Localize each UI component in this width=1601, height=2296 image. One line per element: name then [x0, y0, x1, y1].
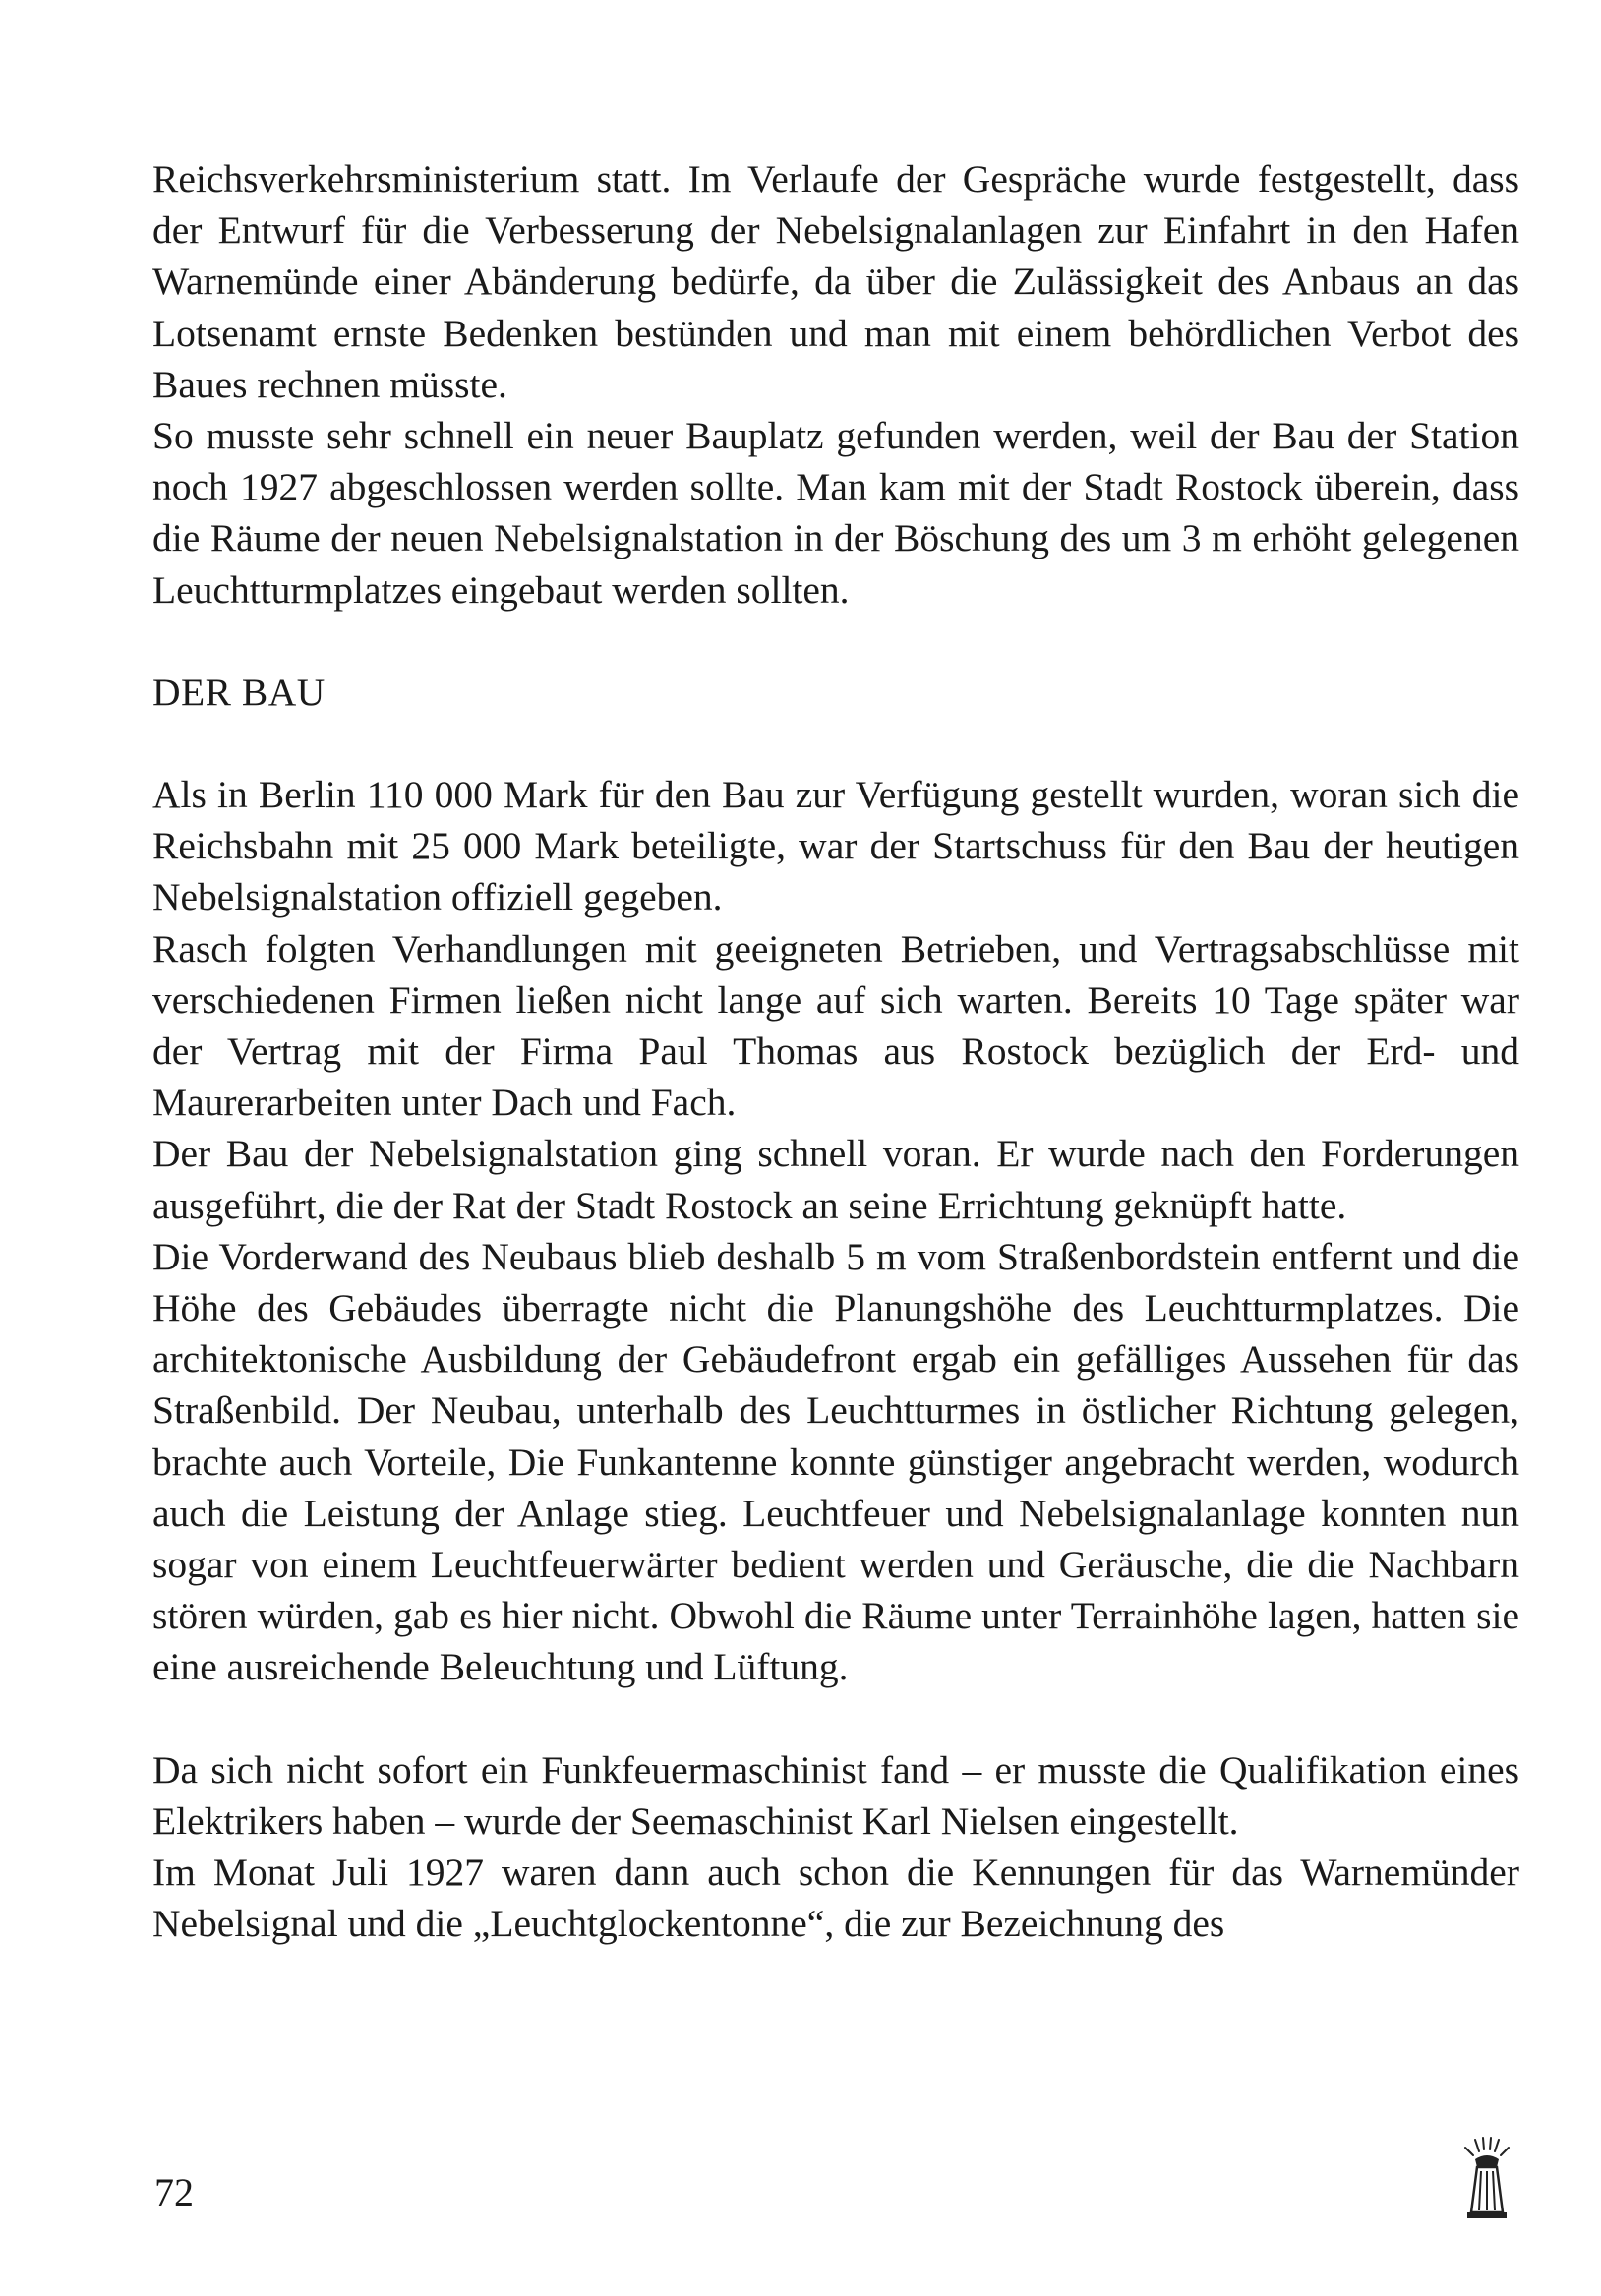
paragraph-4: Rasch folgten Verhandlungen mit geeigneten Betrieben, und Vertragsabschlüsse mit verschiedenen Firmen ließen nicht lange auf sich warten. Bereits 10 Tage später war der Vertrag mit der Firma Paul Thomas aus Rostock bezüglich der Erd- und Maurerarbeiten unter Dach und Fach.	[152, 926, 1519, 1125]
paragraph-1: Reichsverkehrsministerium statt. Im Verlaufe der Gespräche wurde festgestellt, dass der Entwurf für die Verbesserung der Nebelsignalanlagen zur Einfahrt in den Hafen Warnemünde einer Abänderung bedürfe, da über die Zulässigkeit des Anbaus an das Lotsenamt ernste Bedenken bestünden und man mit einem behördlichen Verbot des Baues rechnen müsste.	[152, 157, 1519, 406]
paragraph-7: Da sich nicht sofort ein Funkfeuermaschinist fand – er musste die Qualifikation eines Elektrikers haben – wurde der Seemaschinist Karl Nielsen eingestellt.	[152, 1747, 1519, 1843]
section-heading: DER BAU	[152, 670, 326, 714]
paragraph-2: So musste sehr schnell ein neuer Bauplatz gefunden werden, weil der Bau der Station noch 1927 abgeschlossen werden sollte. Man kam mit der Stadt Rostock überein, dass die Räume der neuen Nebelsignalstation in der Böschung des um 3 m erhöht gelegenen Leuchtturmplatzes eingebaut werden sollten.	[152, 414, 1519, 612]
spacer	[152, 718, 1519, 769]
spacer	[152, 616, 1519, 667]
lighthouse-logo-icon	[1457, 2134, 1516, 2222]
spacer	[152, 1693, 1519, 1744]
page-number: 72	[154, 2170, 194, 2214]
paragraph-6: Die Vorderwand des Neubaus blieb deshalb 5 m vom Straßenbordstein entfernt und die Höhe des Gebäudes überragte nicht die Planungshöhe des Leuchtturmplatzes. Die architektonische Ausbildung der Gebäudefront ergab ein gefälliges Aussehen für das Straßenbild. Der Neubau, unterhalb des Leuchtturmes in östlicher Richtung gelegen, brachte auch Vorteile, Die Funkantenne konnte günstiger angebracht werden, wodurch auch die Leistung der Anlage stieg. Leuchtfeuer und Nebelsignalanlage konnten nun sogar von einem Leuchtfeuerwärter bedient werden und Geräusche, die die Nachbarn stören würden, gab es hier nicht. Obwohl die Räume unter Terrainhöhe lagen, hatten sie eine ausreichende Beleuchtung und Lüftung.	[152, 1234, 1519, 1689]
paragraph-5: Der Bau der Nebelsignalstation ging schnell voran. Er wurde nach den Forderungen ausgeführt, die der Rat der Stadt Rostock an seine Errichtung geknüpft hatte.	[152, 1132, 1519, 1227]
page-body	[152, 153, 1519, 1950]
paragraph-8: Im Monat Juli 1927 waren dann auch schon die Kennungen für das Warnemünder Nebelsignal und die „Leuchtglockentonne“, die zur Bezeichnung des	[152, 1851, 1519, 1946]
paragraph-3: Als in Berlin 110 000 Mark für den Bau zur Verfügung gestellt wurden, woran sich die Reichsbahn mit 25 000 Mark beteiligte, war der Startschuss für den Bau der heutigen Nebelsignalstation offiziell gegeben.	[152, 773, 1519, 919]
